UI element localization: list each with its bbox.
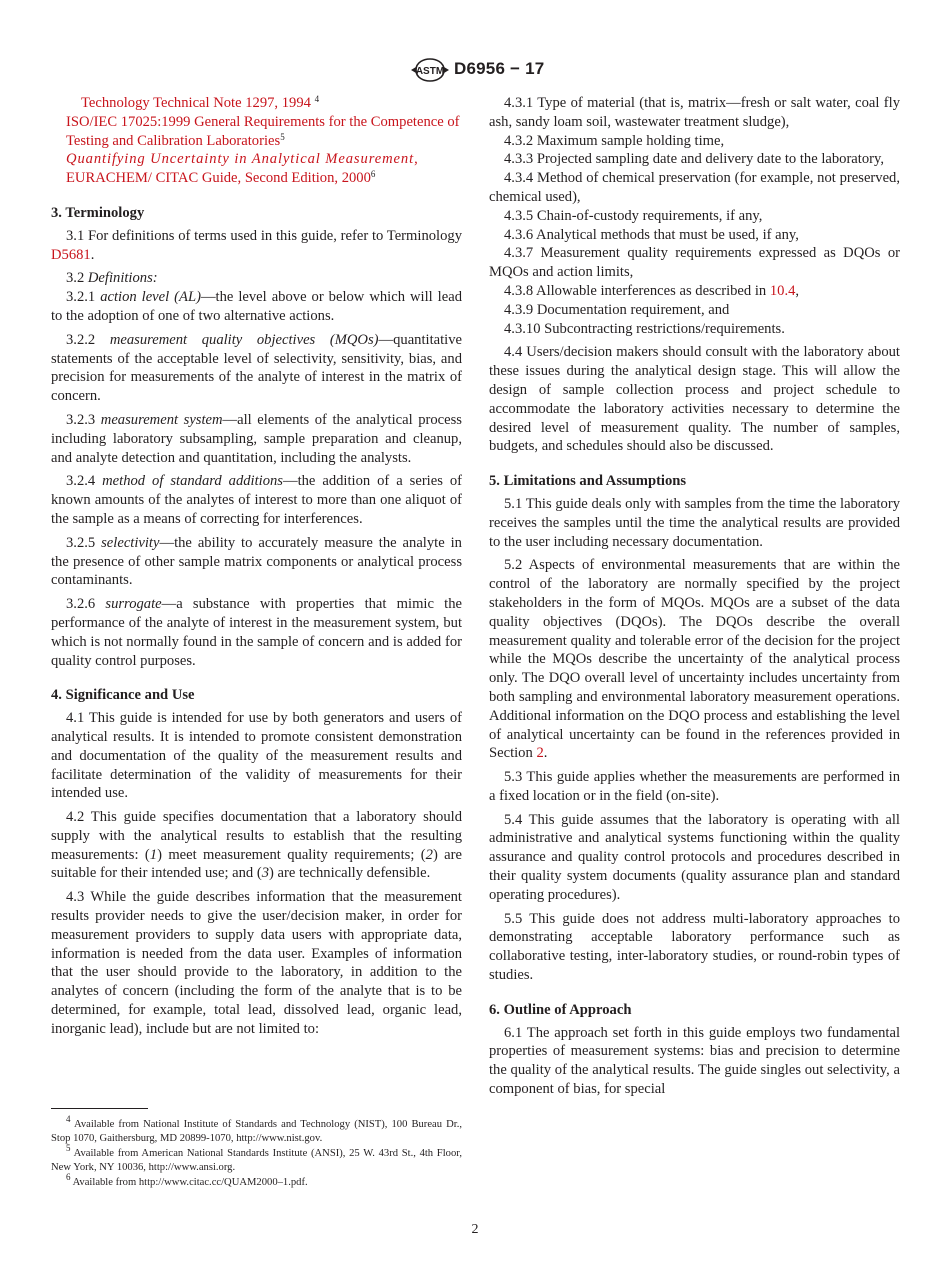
section-heading-5: 5. Limitations and Assumptions <box>489 473 687 490</box>
paragraph-3-2-4: 3.2.4 method of standard additions—the addition of a series of known amounts of the analytes of interest to more than one aliquot of the sample as a means of correcting for interferences. <box>51 473 462 527</box>
left-column <box>51 94 462 1039</box>
paragraph-3-2-1: 3.2.1 action level (AL)—the level above or below which will lead to the adoption of one of two alternative actions. <box>51 289 462 324</box>
page-header <box>0 58 950 84</box>
paragraph-4-3-8: 4.3.8 Allowable interferences as described in 10.4, <box>504 282 800 299</box>
reference-iso <box>51 113 462 151</box>
right-column <box>489 94 900 1099</box>
logo-text: ASTM <box>415 66 445 77</box>
paragraph-3-2-6: 3.2.6 surrogate—a substance with properties that mimic the performance of the analyte of interest in the measurement system, but which is not normally found in the sample of concern and is added for quality control purposes. <box>51 596 462 669</box>
paragraph-4-2: 4.2 This guide specifies documentation that a laboratory should supply with the analytical results to establish that the resulting measurements: (1) meet measurement quality requirements; (2) are suitable for their intended use; and (3) are technically defensible. <box>51 809 462 882</box>
paragraph-3-2: 3.2 Definitions: <box>66 270 158 287</box>
footnotes <box>51 1114 462 1190</box>
paragraph-4-3-3: 4.3.3 Projected sampling date and delivery date to the laboratory, <box>504 151 884 168</box>
reference-link[interactable]: ISO/IEC 17025:1999 <box>66 113 191 130</box>
footnote-6: $^6$ Available from http://www.citac.cc/QUAM2000–1.pdf. <box>66 1171 308 1188</box>
paragraph-4-3-4: 4.3.4 Method of chemical preservation (for example, not preserved, chemical used), <box>489 170 900 205</box>
footnote-divider <box>51 1108 148 1109</box>
paragraph-5-3: 5.3 This guide applies whether the measurements are performed in a fixed location or in the field (on-site). <box>489 769 900 804</box>
link-10-4[interactable]: 10.4 <box>769 282 796 299</box>
document-designation: D6956 − 17 <box>454 59 545 78</box>
footnote-marker: 6 <box>370 169 376 180</box>
reference-nist <box>51 94 462 113</box>
reference-link[interactable]: Quantifying Uncertainty in Analytical Measurement <box>66 151 415 168</box>
section-heading-4: 4. Significance and Use <box>51 687 195 704</box>
paragraph-5-5: 5.5 This guide does not address multi-laboratory approaches to demonstrating acceptable laboratory performance such as collaborative testing, inter-laboratory studies, or round-robin types of studies. <box>489 910 900 984</box>
page-number: 2 <box>471 1222 479 1237</box>
paragraph-6-1: 6.1 The approach set forth in this guide employs two fundamental properties of measurement systems: bias and precision to determine the quality of the analytical results. The guide singles out selectivity, a component of bias, for special <box>489 1024 900 1098</box>
astm-logo-icon <box>410 58 450 82</box>
paragraph-4-3-2: 4.3.2 Maximum sample holding time, <box>504 132 725 149</box>
paragraph-5-1: 5.1 This guide deals only with samples from the time the laboratory receives the samples until the time the analytical results are provided to the user including necessary documentation. <box>489 495 900 550</box>
footnote-5: $^5$ Available from American National Standards Institute (ANSI), 25 W. 43rd St., 4th Floor, New York, NY 10036, http://www.ansi.org. <box>51 1142 462 1174</box>
section-heading-6: 6. Outline of Approach <box>489 1001 632 1018</box>
paragraph-4-3-1: 4.3.1 Type of material (that is, matrix—fresh or salt water, coal fly ash, sandy loam soil, wastewater treatment sludge), <box>489 95 900 130</box>
reference-title: General Requirements for the Competence of Testing and Calibration Laboratories <box>66 113 460 149</box>
paragraph-4-3-6: 4.3.6 Analytical methods that must be used, if any, <box>504 226 799 243</box>
reference-eurachem <box>51 150 462 188</box>
paragraph-5-4: 5.4 This guide assumes that the laboratory is operating with all administrative and analytical systems functioning within the quality assurance and quality control protocols and procedures described in their quality system documents (quality assurance plan and standard operating procedures). <box>489 811 900 903</box>
paragraph-4-3-5: 4.3.5 Chain-of-custody requirements, if any, <box>504 207 763 224</box>
reference-title: , EURACHEM/ CITAC Guide, Second Edition, 2000 <box>66 151 418 187</box>
section-heading-3: 3. Terminology <box>51 204 145 221</box>
footnote-marker: 4 <box>314 94 320 104</box>
link-d5681[interactable]: D5681 <box>51 246 91 263</box>
paragraph-4-3-9: 4.3.9 Documentation requirement, and <box>504 301 730 318</box>
link-section-2[interactable]: 2 <box>536 745 544 762</box>
paragraph-4-4: 4.4 Users/decision makers should consult with the laboratory about these issues during the analytical design stage. This will allow the design of sample collection process and project schedule to accommodate the laboratory activities necessary to determine the desired level of measurement quality. The number of samples, budgets, and schedules should also be discussed. <box>489 344 900 455</box>
paragraph-3-2-3: 3.2.3 measurement system—all elements of the analytical process including laboratory subsampling, sample preparation and cleanup, and analyte detection and quantitation, including the analysts. <box>51 411 462 466</box>
footnote-4: $^4$ Available from National Institute of Standards and Technology (NIST), 100 Bureau Dr., Stop 1070, Gaithersburg, MD 20899-1070, http://www.nist.gov. <box>51 1114 462 1145</box>
paragraph-3-2-5: 3.2.5 selectivity—the ability to accurately measure the analyte in the presence of other sample matrix components or analytical process contaminants. <box>51 534 462 589</box>
paragraph-5-2: 5.2 Aspects of environmental measurements that are within the control of the laboratory are normally specified by the project stakeholders in the form of MQOs. MQOs are a subset of the data quality objectives (DQOs). The DQOs describe the overall measurement quality and tolerable error of the decision for the project while the MQOs describe the uncertainty of the analytical process only. The DQO overall level of uncertainty includes uncertainty from both sampling and environmental laboratory measurement operations. Additional information on the DQO process and establishing the level of analytical uncertainty can be found in the references provided in Section 2. <box>489 557 900 762</box>
paragraph-4-1: 4.1 This guide is intended for use by both generators and users of analytical results. It is intended to promote consistent demonstration and documentation of the quality of the measurement results and facilitate determination of the validity of measurements for their intended use. <box>51 710 462 802</box>
paragraph-3-2-2: 3.2.2 measurement quality objectives (MQOs)—quantitative statements of the acceptable level of selectivity, sensitivity, bias, and precision for measurements of the analyte of interest in the matrix of concern. <box>51 331 462 405</box>
paragraph-4-3-7: 4.3.7 Measurement quality requirements expressed as DQOs or MQOs and action limits, <box>489 245 900 281</box>
reference-link[interactable]: Technology Technical Note 1297, 1994 <box>81 95 311 111</box>
paragraph-4-3-10: 4.3.10 Subcontracting restrictions/requirements. <box>504 320 785 337</box>
paragraph-4-3: 4.3 While the guide describes information that the measurement results provider needs to give the user/decision maker, in order for measurement providers to supply data users with appropriate data, information is needed from the data user. Examples of information that the user should provide to the laboratory, in addition to the analytes of concern (including the form of the analyte that is to be determined, for example, total lead, dissolved lead, organic lead, inorganic lead), include but are not limited to: <box>51 889 462 1037</box>
footnote-marker: 5 <box>280 131 285 142</box>
paragraph-3-1: 3.1 For definitions of terms used in this guide, refer to Terminology D5681. <box>51 227 462 263</box>
